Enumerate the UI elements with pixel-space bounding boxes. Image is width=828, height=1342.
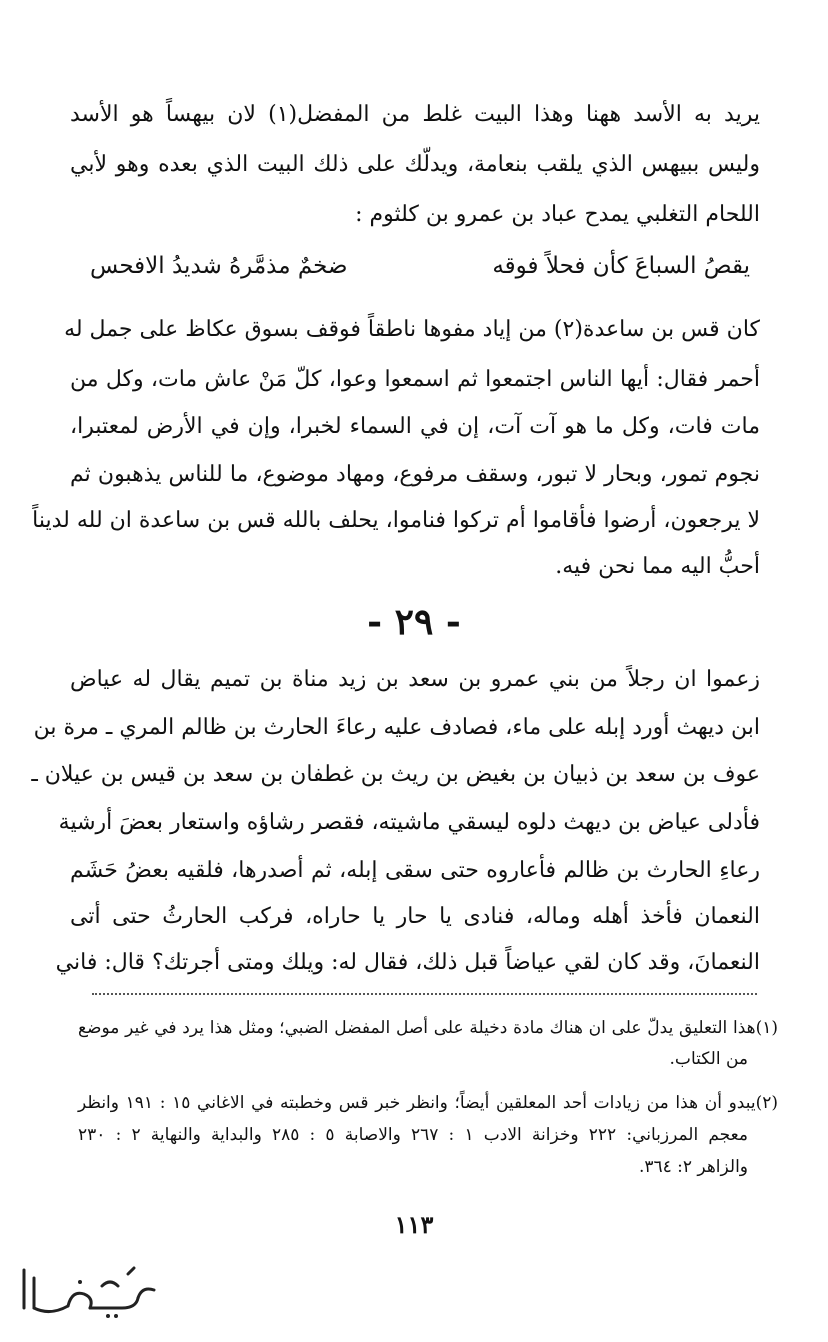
section-number: - ٢٩ - (367, 601, 461, 643)
text-line: كان قس بن ساعدة(٢) من إياد مفوها ناطقاً فوقف بسوق عكاظ على جمل له (64, 317, 760, 342)
text-line: عوف بن سعد بن ذبيان بن بغيض بن ريث بن غطفان بن سعد بن قيس بن عيلان ـ (31, 762, 760, 787)
text-line: زعموا ان رجلاً من بني عمرو بن سعد بن زيد مناة بن تميم يقال له عياض (70, 667, 760, 692)
text-line: النعمان فأخذ أهله وماله، فنادى يا حار يا حاراه، فركب الحارثُ حتى أتى (70, 904, 760, 929)
text-line: ابن ديهث أورد إبله على ماء، فصادف عليه رعاءَ الحارث بن ظالم المري ـ مرة بن (33, 715, 760, 740)
text-line: نجوم تمور، وبحار لا تبور، وسقف مرفوع، ومهاد موضوع، ما للناس يذهبون ثم (70, 462, 760, 487)
text-line: يريد به الأسد ههنا وهذا البيت غلط من المفضل(١) لان بيهساً هو الأسد (70, 102, 760, 127)
footnote-2-line: والزاهر ٢: ٣٦٤. (638, 1157, 748, 1177)
stamp-logo-icon (10, 1250, 170, 1330)
text-line: مات فات، وكل ما هو آت آت، إن في السماء لخبرا، وإن في الأرض لمعتبرا، (70, 414, 760, 439)
text-line: رعاءِ الحارث بن ظالم فأعاروه حتى سقى إبله، ثم أصدرها، فلقيه بعضُ حَشَم (70, 858, 760, 883)
verse-second-hemistich: ضخمٌ مذمَّرهُ شديدُ الافحس (90, 253, 348, 279)
text-line: وليس ببيهس الذي يلقب بنعامة، ويدلّك على ذلك البيت الذي بعده وهو لأبي (70, 152, 760, 177)
footnote-2-line: (٢)يبدو أن هذا من زيادات أحد المعلقين أيضاً؛ وانظر خبر قس وخطبته في الاغاني ١٥ : ١٩١ وانظر (78, 1093, 778, 1113)
text-line: أحبُّ اليه مما نحن فيه. (555, 554, 760, 579)
page-number: ١١٣ (394, 1210, 434, 1239)
text-line: النعمانَ، وقد كان لقي عياضاً قبل ذلك، فقال له: ويلك ومتى أجرتك؟ قال: فاني (55, 950, 760, 975)
text-line: أحمر فقال: أيها الناس اجتمعوا ثم اسمعوا وعوا، كلّ مَنْ عاش مات، وكل من (70, 367, 760, 392)
text-line: فأدلى عياض بن ديهث دلوه ليسقي ماشيته، فقصر رشاؤه واستعار بعضَ أرشية (58, 810, 760, 835)
footnote-1-line: من الكتاب. (669, 1049, 748, 1069)
text-line: لا يرجعون، أرضوا فأقاموا أم تركوا فناموا، يحلف بالله قس بن ساعدة ان لله لديناً (32, 508, 760, 533)
footnote-2-line: معجم المرزباني: ٢٢٢ وخزانة الادب ١ : ٢٦٧ والاصابة ٥ : ٢٨٥ والبداية والنهاية ٢ : ٢٣٠ (78, 1125, 748, 1145)
footnote-1-line: (١)هذا التعليق يدلّ على ان هناك مادة دخيلة على أصل المفضل الضبي؛ ومثل هذا يرد في غير موضع (78, 1018, 778, 1038)
footnote-divider (92, 993, 757, 995)
verse-first-hemistich: يقصُ السباعَ كأن فحلاً فوقه (492, 253, 750, 279)
text-line: اللحام التغلبي يمدح عباد بن عمرو بن كلثوم : (355, 202, 760, 227)
